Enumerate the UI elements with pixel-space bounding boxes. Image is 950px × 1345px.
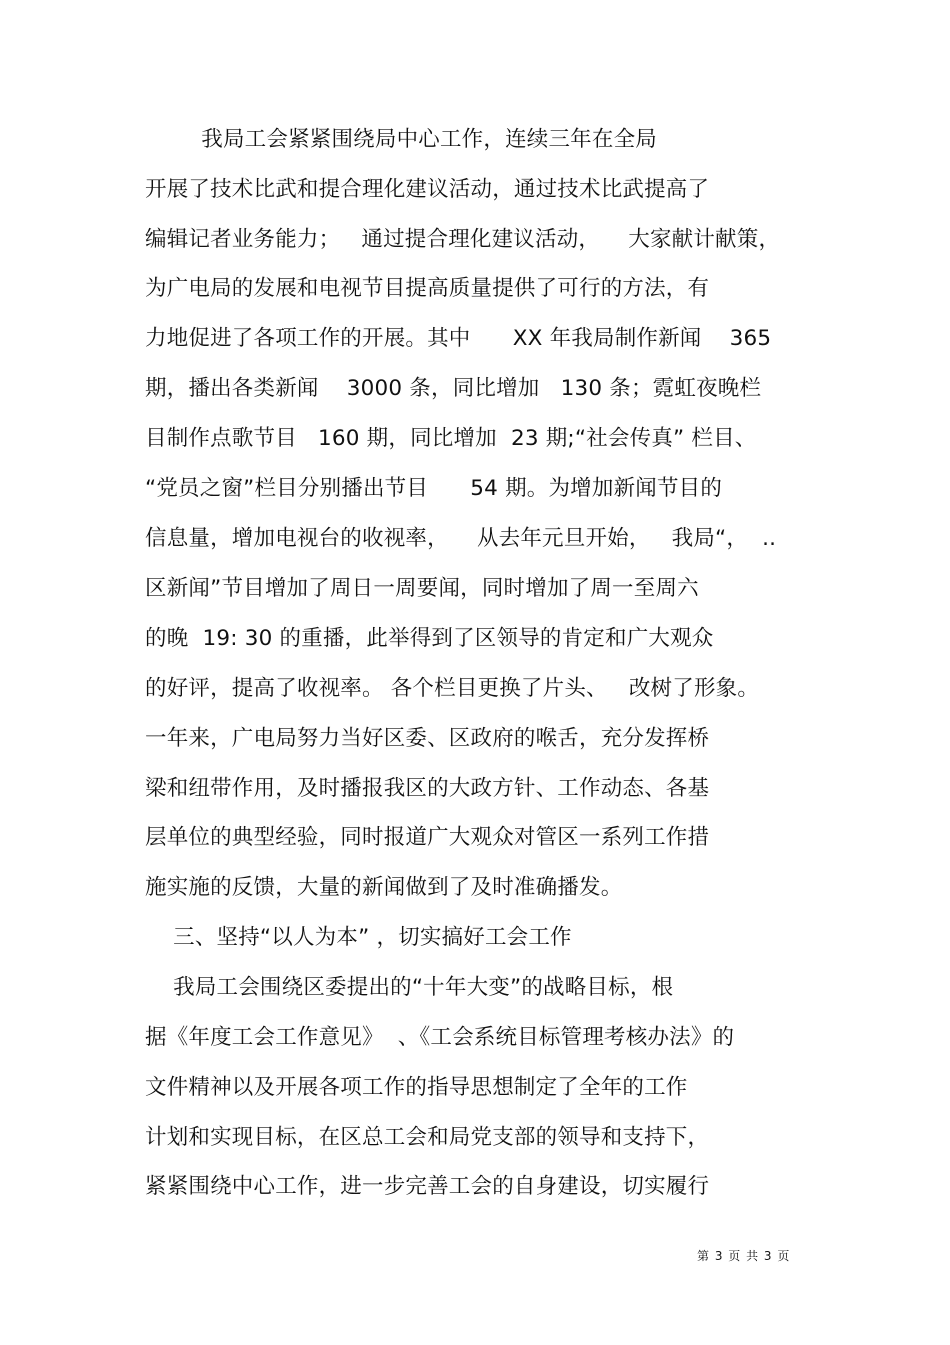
section-heading: 三、坚持“以人为本” ，切实搞好工会工作	[145, 925, 572, 950]
paragraph-line: 开展了技术比武和提合理化建议活动，通过技术比武提高了	[145, 177, 710, 202]
paragraph-line: 编辑记者业务能力； 通过提合理化建议活动， 大家献计献策，	[145, 227, 781, 252]
paragraph-line: 一年来，广电局努力当好区委、区政府的喉舌，充分发挥桥	[145, 726, 710, 751]
paragraph-line: 紧紧围绕中心工作，进一步完善工会的自身建设，切实履行	[145, 1174, 710, 1199]
paragraph-line: 层单位的典型经验，同时报道广大观众对管区一系列工作措	[145, 825, 710, 850]
paragraph-line: 施实施的反馈，大量的新闻做到了及时准确播发。	[145, 875, 623, 900]
paragraph-line: 我局工会紧紧围绕局中心工作，连续三年在全局	[145, 127, 657, 152]
paragraph-line: 目制作点歌节目 160 期，同比增加 23 期;“社会传真” 栏目、	[145, 426, 757, 451]
paragraph-line: 力地促进了各项工作的开展。其中 XX 年我局制作新闻 365	[145, 326, 772, 351]
paragraph-line: 文件精神以及开展各项工作的指导思想制定了全年的工作	[145, 1075, 688, 1100]
paragraph-line: 信息量，增加电视台的收视率， 从去年元旦开始， 我局“， ..	[145, 526, 777, 551]
paragraph-line: 计划和实现目标，在区总工会和局党支部的领导和支持下，	[145, 1125, 710, 1150]
paragraph-line: “党员之窗”栏目分别播出节目 54 期。为增加新闻节目的	[145, 476, 723, 501]
paragraph-line: 区新闻”节目增加了周日一周要闻，同时增加了周一至周六	[145, 576, 699, 601]
paragraph-line: 期，播出各类新闻 3000 条，同比增加 130 条；霓虹夜晚栏	[145, 376, 762, 401]
paragraph-line: 的好评，提高了收视率。 各个栏目更换了片头、 改树了形象。	[145, 676, 760, 701]
paragraph-line: 的晚 19: 30 的重播，此举得到了区领导的肯定和广大观众	[145, 626, 714, 651]
paragraph-line: 为广电局的发展和电视节目提高质量提供了可行的方法，有	[145, 276, 710, 301]
paragraph-line: 梁和纽带作用，及时播报我区的大政方针、工作动态、各基	[145, 776, 710, 801]
page-number: 第 3 页 共 3 页	[697, 1249, 791, 1263]
paragraph-line: 我局工会围绕区委提出的“十年大变”的战略目标，根	[145, 975, 674, 1000]
paragraph-line: 据《年度工会工作意见》 、《工会系统目标管理考核办法》的	[145, 1025, 735, 1050]
